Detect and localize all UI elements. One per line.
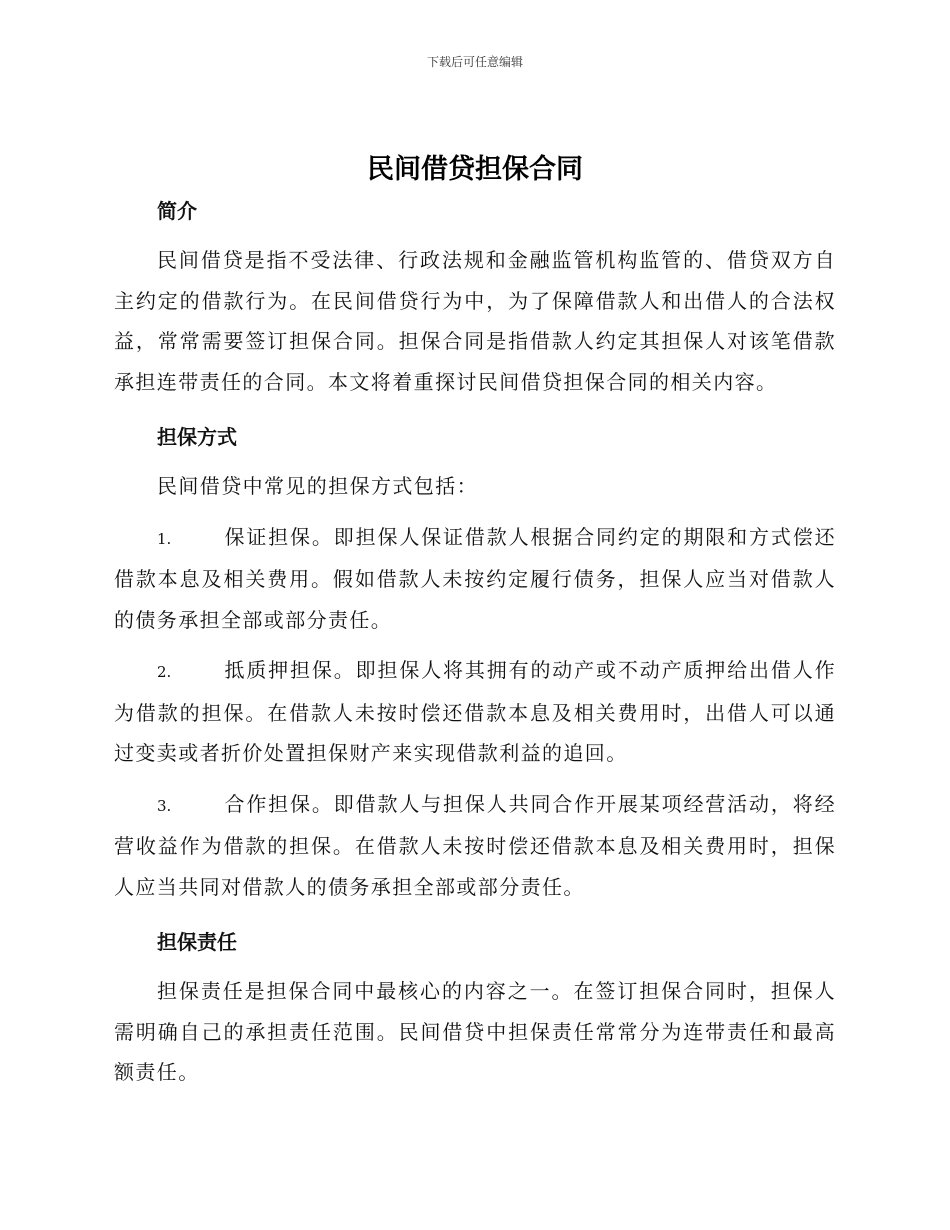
document-title: 民间借贷担保合同 (367, 154, 583, 185)
liability-paragraph: 担保责任是担保合同中最核心的内容之一。在签订担保合同时，担保人需明确自己的承担责任范围。民间借贷中担保责任常常分为连带责任和最高额责任。 (114, 979, 836, 1084)
list-item (114, 650, 836, 774)
section-heading-liability: 担保责任 (157, 930, 237, 954)
page-header: 下载后可任意编辑 (426, 55, 523, 69)
methods-lead-paragraph: 民间借贷中常见的担保方式包括： (157, 474, 478, 498)
list-item-text: 保证担保。即担保人保证借款人根据合同约定的期限和方式偿还借款本息及相关费用。假如借款人未按约定履行债务，担保人应当对借款人的债务承担全部或部分责任。 (114, 524, 836, 632)
list-item-number: 1. (157, 529, 172, 548)
section-heading-methods: 担保方式 (157, 425, 237, 449)
list-item-number: 3. (157, 796, 172, 815)
list-item (114, 784, 836, 908)
section-heading-intro: 简介 (157, 199, 197, 223)
intro-paragraph: 民间借贷是指不受法律、行政法规和金融监管机构监管的、借贷双方自主约定的借款行为。在民间借贷行为中，为了保障借款人和出借人的合法权益，常常需要签订担保合同。担保合同是指借款人约定其担保人对该笔借款承担连带责任的合同。本文将着重探讨民间借贷担保合同的相关内容。 (114, 248, 836, 394)
list-item-text: 抵质押担保。即担保人将其拥有的动产或不动产质押给出借人作为借款的担保。在借款人未按时偿还借款本息及相关费用时，出借人可以通过变卖或者折价处置担保财产来实现借款利益的追回。 (114, 658, 836, 765)
list-item (114, 517, 836, 641)
list-item-text: 合作担保。即借款人与担保人共同合作开展某项经营活动，将经营收益作为借款的担保。在借款人未按时偿还借款本息及相关费用时，担保人应当共同对借款人的债务承担全部或部分责任。 (114, 791, 836, 899)
document-body (114, 192, 836, 1093)
list-item-number: 2. (157, 663, 172, 681)
